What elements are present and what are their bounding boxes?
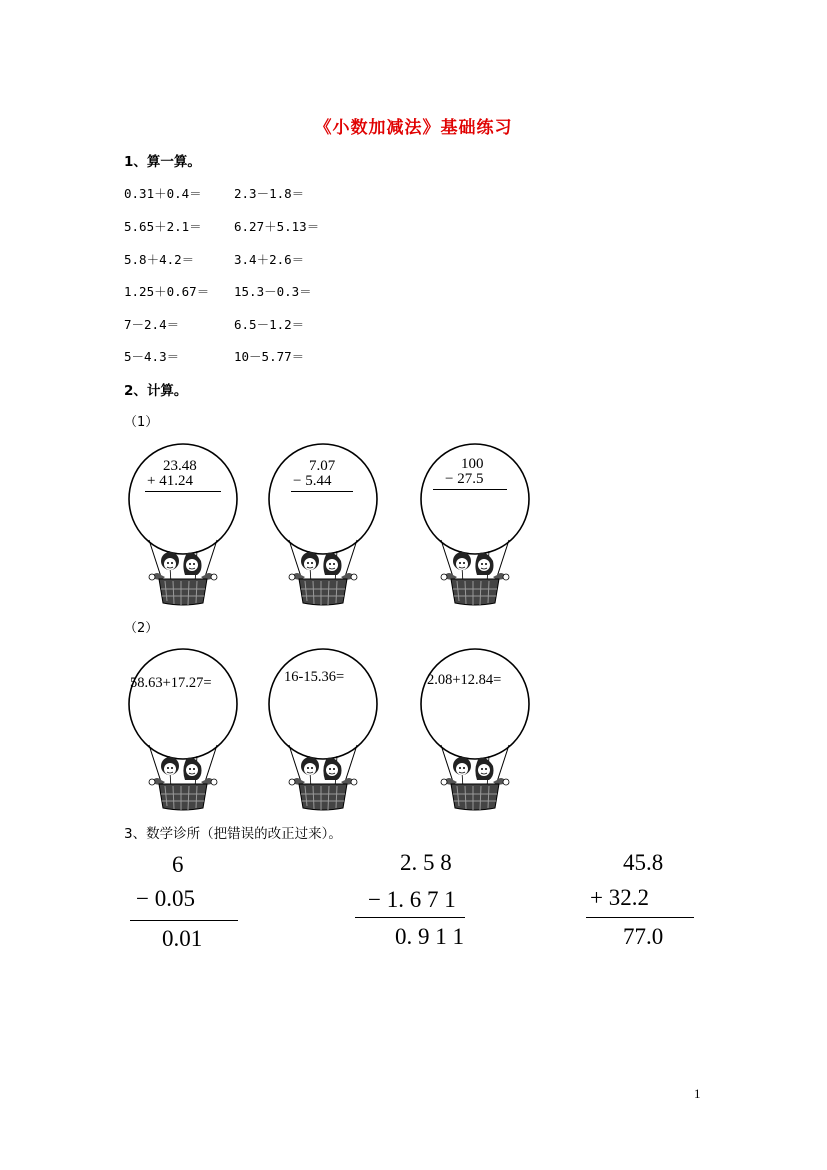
- balloon-expression: 2.08+12.84=: [427, 672, 502, 688]
- page-title: 《小数加减法》基础练习: [314, 118, 513, 138]
- balloon-expression: 58.63+17.27=: [130, 675, 212, 691]
- hot-air-balloon: [125, 648, 245, 838]
- diagnosis-operand: − 0.05: [136, 886, 195, 911]
- balloon-answer-line: [145, 491, 221, 492]
- q1-problem: 7－2.4＝: [124, 317, 180, 332]
- q2-heading: 2、计算。: [124, 383, 188, 399]
- q1-heading: 1、算一算。: [124, 154, 201, 170]
- diagnosis-operand: − 1. 6 7 1: [368, 887, 456, 912]
- q2-part2-label: （2）: [124, 621, 159, 636]
- diagnosis-operand: + 32.2: [590, 885, 649, 910]
- q1-problem: 0.31＋0.4＝: [124, 186, 202, 201]
- page-number: 1: [694, 1086, 701, 1101]
- diagnosis-line: [586, 917, 694, 918]
- hot-air-balloon: [417, 443, 537, 633]
- balloon-top-number: 100: [461, 456, 484, 472]
- q1-problem: 5.8＋4.2＝: [124, 252, 195, 267]
- hot-air-balloon: [265, 443, 385, 633]
- q1-problem: 6.5－1.2＝: [234, 317, 305, 332]
- q1-problem: 10－5.77＝: [234, 349, 305, 364]
- q1-problem: 5.65＋2.1＝: [124, 219, 202, 234]
- hot-air-balloon: [125, 443, 245, 633]
- balloon-bottom-number: + 41.24: [147, 473, 193, 489]
- diagnosis-result: 0. 9 1 1: [395, 924, 464, 949]
- q3-heading: 3、数学诊所（把错误的改正过来）。: [124, 826, 342, 842]
- diagnosis-top: 2. 5 8: [400, 850, 452, 875]
- balloon-illustration: [125, 648, 245, 818]
- diagnosis-line: [130, 920, 238, 921]
- balloon-top-number: 23.48: [163, 458, 197, 474]
- hot-air-balloon: [417, 648, 537, 838]
- q1-problem: 6.27＋5.13＝: [234, 219, 320, 234]
- diagnosis-top: 45.8: [623, 850, 664, 875]
- q1-problem: 3.4＋2.6＝: [234, 252, 305, 267]
- diagnosis-result: 77.0: [623, 924, 664, 949]
- q2-part1-label: （1）: [124, 415, 159, 430]
- q1-problem: 15.3－0.3＝: [234, 284, 312, 299]
- diagnosis-line: [355, 917, 465, 918]
- diagnosis-top: 6: [172, 852, 184, 877]
- balloon-top-number: 7.07: [309, 458, 336, 474]
- balloon-answer-line: [433, 489, 507, 490]
- q1-problem: 2.3－1.8＝: [234, 186, 305, 201]
- balloon-expression: 16-15.36=: [284, 669, 345, 685]
- diagnosis-result: 0.01: [162, 926, 203, 951]
- q1-problem: 5－4.3＝: [124, 349, 180, 364]
- q1-problem: 1.25＋0.67＝: [124, 284, 210, 299]
- hot-air-balloon: [265, 648, 385, 838]
- balloon-bottom-number: − 27.5: [445, 471, 484, 487]
- balloon-bottom-number: − 5.44: [293, 473, 332, 489]
- balloon-answer-line: [291, 491, 353, 492]
